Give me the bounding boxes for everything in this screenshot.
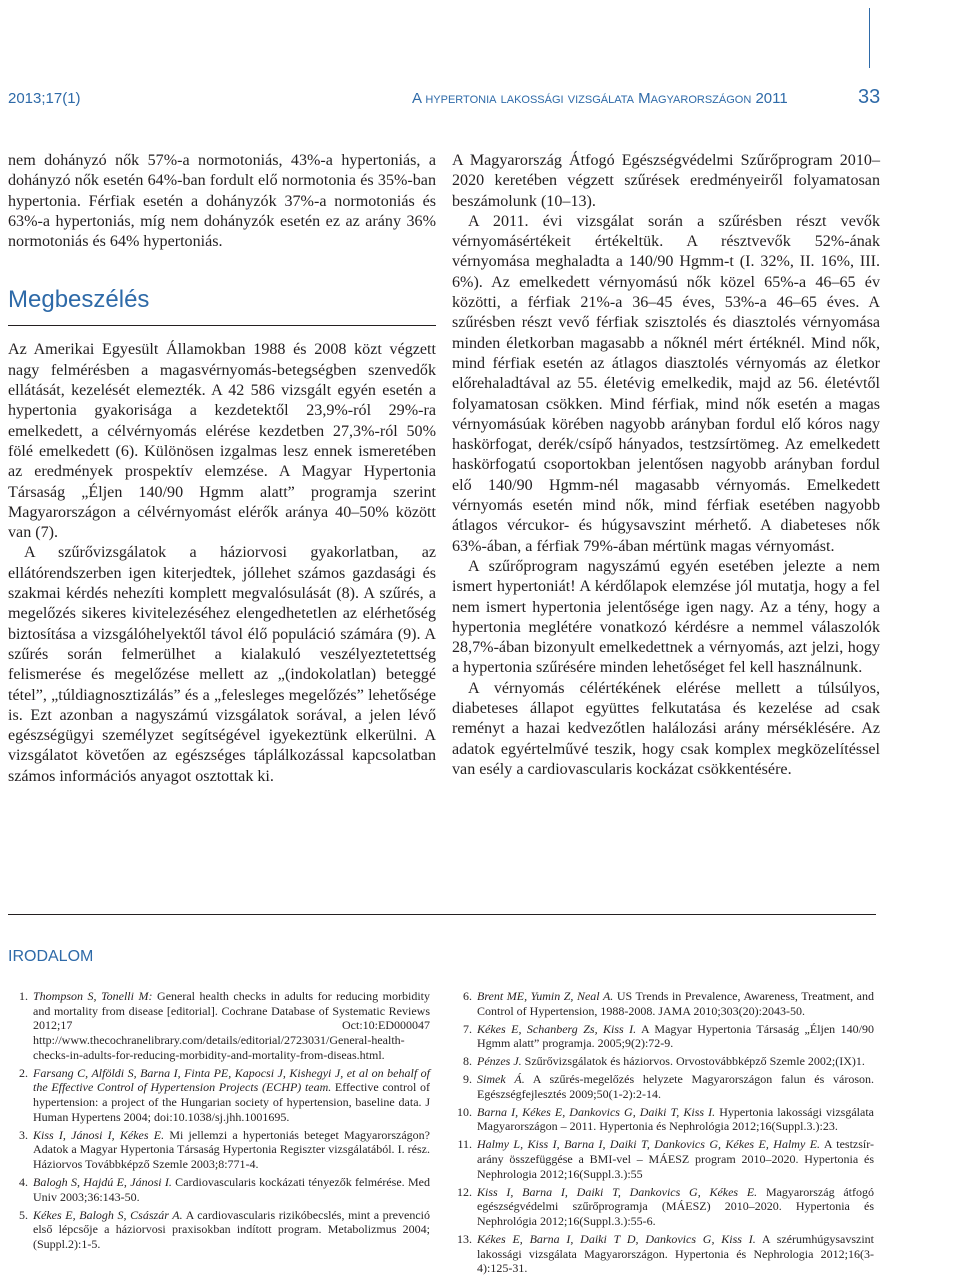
reference-number: 3. (19, 1127, 28, 1142)
reference-authors: Farsang C, Alföldi S, Barna I, Finta PE, Kapocsi J, Kishegyi J, et al on behalf of the Effective Control of Hypertension Projects (ECHP) team. (33, 1065, 430, 1095)
right-column (452, 151, 880, 780)
reference-item (8, 1128, 430, 1172)
section-heading: Megbeszélés (8, 286, 150, 314)
references-rule (8, 914, 876, 915)
section-rule (8, 325, 436, 326)
reference-text: Effective control of hypertension: a project of the Hungarian society of hypertension, baseline data. J Human Hypertens 2004; doi:10.1038/sj.jhh.1001695. (33, 1080, 430, 1124)
journal-issue: 2013;17(1) (8, 90, 81, 107)
reference-text: Cardiovascularis kockázati tényezők felmérése. Med Univ 2003;36:143-50. (33, 1175, 430, 1204)
reference-authors: Kékes E, Balogh S, Császár A. (33, 1207, 183, 1222)
reference-authors: Barna I, Kékes E, Dankovics G, Daiki T, Kiss I. (477, 1104, 716, 1119)
reference-number: 2. (19, 1065, 28, 1080)
reference-authors: Simek Á. (477, 1072, 525, 1087)
reference-number: 4. (19, 1175, 28, 1189)
reference-item (452, 1105, 874, 1134)
reference-text: US Trends in Prevalence, Awareness, Treatment, and Control of Hypertension, 1988-2008. JAMA 2010;303(20):2043-50. (477, 989, 874, 1018)
reference-number: 8. (463, 1054, 472, 1069)
reference-number: 10. (457, 1104, 472, 1119)
reference-number: 13. (457, 1231, 472, 1246)
reference-item (8, 1175, 430, 1204)
reference-authors: Kékes E, Barna I, Daiki T D, Dankovics G, Kiss I. (477, 1231, 756, 1246)
running-header (8, 88, 960, 112)
reference-list-left (8, 989, 430, 1255)
reference-authors: Halmy L, Kiss I, Barna I, Daiki T, Dankovics G, Kékes E, Halmy E. (477, 1137, 821, 1152)
references-heading: IRODALOM (8, 948, 94, 965)
reference-text: A szérumhúgysavszint lakossági vizsgálata Magyarországon. Hypertonia és Nephrologia 2012;16(3-4):125-31. (477, 1231, 875, 1276)
reference-number: 9. (463, 1072, 472, 1087)
body-paragraph: A szűrővizsgálatok a háziorvosi gyakorlatban, az ellátórendszerben igen kiterjedtek, jóllehet számos gazdasági és szakmai kérdés nehezíti komplett megvalósulását (8). A szűrés, a megelőzés sikeres kivitelezéséhez elengedhetetlen az elérhetőség biztosítása a vizsgálóhelyektől távol élő populáció számára (9). A szűrés során felmerülhet a kialakuló veszélyeztetettség felismerése és megelőzése mellett az „(indokolatlan) beteggé tétel”, „túldiagnosztizálás” és a „felesleges megelőzés” lehetősége is. Ezt azonban a nagyszámú vizsgálatok sorával, a jelen lévő egészségügyi személyzet segítségével igyekeztünk elkerülni. A vizsgálatot követően az egészséges táplálkozással kapcsolatban számos információs anyagot osztottak ki. (8, 544, 436, 785)
reference-authors: Thompson S, Tonelli M: (33, 989, 153, 1003)
reference-number: 11. (457, 1137, 472, 1152)
reference-item (452, 989, 874, 1018)
reference-authors: Balogh S, Hajdú E, Jánosi I. (33, 1175, 172, 1189)
reference-number: 1. (19, 989, 28, 1003)
reference-number: 7. (463, 1021, 472, 1036)
body-paragraph: A szűrőprogram nagyszámú egyén esetében jelezte a nem ismert hypertoniát! A kérdőlapok elemzése jól mutatja, hogy a fel nem ismert hypertonia jelentősége igen nagy. Az a tény, hogy a hypertonia meglétére vonatkozó kérdésre a nemmel válaszolók 28,7%-ában bizonyult emelkedettnek a vérnyomás, azt jelzi, hogy a hypertonia szűrésére minden lehetőséget fel kell használnunk. (452, 557, 880, 677)
reference-number: 6. (463, 989, 472, 1003)
reference-item (452, 1185, 874, 1229)
reference-item (8, 1066, 430, 1125)
reference-authors: Brent ME, Yumin Z, Neal A. (477, 989, 614, 1003)
reference-text: A testzsír-arány összefüggése a BMI-vel – MÁESZ program 2010–2020. Hypertonia és Nephrologia 2012;16(Suppl.3.):55 (477, 1137, 875, 1181)
header-vertical-rule (869, 8, 870, 68)
reference-item (452, 1054, 874, 1069)
reference-text: General health checks in adults for reducing morbidity and mortality from disease [editorial]. Cochrane Database of Systematic Reviews 2012;17 Oct:10:ED000047 http://www.thecochranelibrary.com/details/editorial/2723031/General-health-checks-in-adults-for-reducing-morbidity-and-mortality-from-diseas.html. (33, 989, 430, 1062)
page-number: 33 (858, 86, 881, 108)
reference-text: A szűrés-megelőzés helyzete Magyarországon falun és városon. Egészségfejlesztés 2009;50(1-2):2-14. (477, 1072, 874, 1101)
reference-item (452, 1022, 874, 1051)
reference-authors: Kékes E, Schanberg Zs, Kiss I. (477, 1021, 637, 1036)
reference-text: Magyarország átfogó egészségvédelmi szűrőprogramja (MÁESZ) 2010–2020. Hypertonia és Nephrológia 2012;16(Suppl.3.):55-6. (477, 1184, 874, 1228)
left-column (8, 151, 436, 787)
running-title: A hypertonia lakossági vizsgálata Magyarországon 2011 (412, 90, 788, 107)
reference-number: 12. (457, 1184, 472, 1199)
body-paragraph: A Magyarország Átfogó Egészségvédelmi Szűrőprogram 2010–2020 keretében végzett szűrések eredményeiről folyamatosan beszámolunk (10–13). (452, 152, 880, 210)
body-paragraph: Az Amerikai Egyesült Államokban 1988 és 2008 közt végzett nagy felmérésben a magasvérnyomás-betegségben szenvedők ellátását, kezelését elemezték. A 42 586 vizsgált egyén esetén a hypertonia gyakorisága a kezdetektől 23,9%-ról 29%-ra emelkedett, a célvérnyomás elérése kezdetben 27,3%-ról 50% fölé emelkedett (6). Különösen izgalmas lesz ennek ismeretében az eredmények prospektív elemzése. A Magyar Hypertonia Társaság „Éljen 140/90 Hgmm alatt” programja szerint Magyarországon a célvérnyomást elérők aránya 40–50% között van (7). (8, 341, 436, 542)
reference-list-right (452, 989, 874, 1279)
intro-paragraph: nem dohányzó nők 57%-a normotoniás, 43%-a hypertoniás, a dohányzó nők esetén 64%-ban fordult elő normotonia és 35%-ban hypertonia. Férfiak esetén a dohányzók 37%-a normotoniás és 63%-a hypertoniás, míg nem dohányzók esetén ez az arány 36% normotoniás és 64% hypertoniás. (8, 152, 436, 251)
reference-text: Mi jellemzi a hypertoniás beteget Magyarországon? Adatok a Magyar Hypertonia Társaság Hypertonia Regiszter vizsgálatából. I. rész. Háziorvos Továbbképző Szemle 2003;8:771-4. (33, 1127, 430, 1172)
reference-text: A cardiovascularis rizikóbecslés, mint a prevenció első lépcsője a háziorvosi praxisokban indított program. Metabolizmus 2004;(Suppl.2):1-5. (33, 1207, 430, 1251)
body-paragraph: A 2011. évi vizsgálat során a szűrésben részt vevők vérnyomásértékeit értékeltük. A résztvevők 52%-ának vérnyomása meghaladta a 140/90 Hgmm-t (I. 32%, II. 16%, III. 6%). Az emelkedett vérnyomású nők közel 65%-a 46–65 év közötti, a férfiak 21%-a 36–45 éves, 53%-a 46–65 éves. A szűrésben részt vevő férfiak szisztolés és diasztolés vérnyomása minden életkorban magasabb a nőknél mért értéknél. Mind nők, mind férfiak esetén az átlagos diasztolés vérnyomás az életkor előrehaladtával az 55. életévig emelkedik, majd az 56. életévtől folyamatosan csökken. Mind férfiak, mind nők esetén a magas vérnyomásúak körében nagyobb arányban fordul elő kóros nagy haskörfogat, derék/csípő hányados, testzsírtömeg. Az emelkedett haskörfogatú csoportokban jelentősen nagyobb arányban fordul elő 140/90 Hgmm-nél magasabb vérnyomás. Emelkedett vérnyomás esetén mind nők, mind férfiak esetében nagyobb átlagos vércukor- és húgysavszint mérhető. A diabeteses nők 63%-ában, a férfiak 79%-ában mértünk magas vérnyomást. (452, 212, 880, 555)
reference-item (452, 1072, 874, 1101)
reference-text: A Magyar Hypertonia Társaság „Éljen 140/90 Hgmm alatt” programja. 2005;9(2):72-9. (477, 1021, 874, 1051)
reference-text: Szűrővizsgálatok és háziorvos. Orvostovábbképző Szemle 2002;(IX)1. (521, 1054, 865, 1069)
reference-item (8, 989, 430, 1063)
reference-item (8, 1208, 430, 1252)
reference-item (452, 1137, 874, 1181)
reference-number: 5. (19, 1207, 28, 1222)
reference-authors: Kiss I, Jánosi I, Kékes E. (33, 1127, 165, 1142)
reference-text: Hypertonia lakossági vizsgálata Magyarországon – 2011. Hypertonia és Nephrológia 2012;16(Suppl.3.):23. (477, 1104, 874, 1134)
reference-item (452, 1232, 874, 1276)
reference-authors: Pénzes J. (477, 1054, 522, 1069)
reference-authors: Kiss I, Barna I, Daiki T, Dankovics G, Kékes E. (477, 1184, 758, 1199)
body-paragraph: A vérnyomás célértékének elérése mellett a túlsúlyos, diabeteses állapot együttes felkutatása és kezelése ad csak reményt a hazai kedvezőtlen halálozási arány mérséklésére. Az adatok egyértelművé teszik, hogy csak komplex megközelítéssel van esély a cardiovascularis kockázat csökkentésére. (452, 679, 880, 778)
